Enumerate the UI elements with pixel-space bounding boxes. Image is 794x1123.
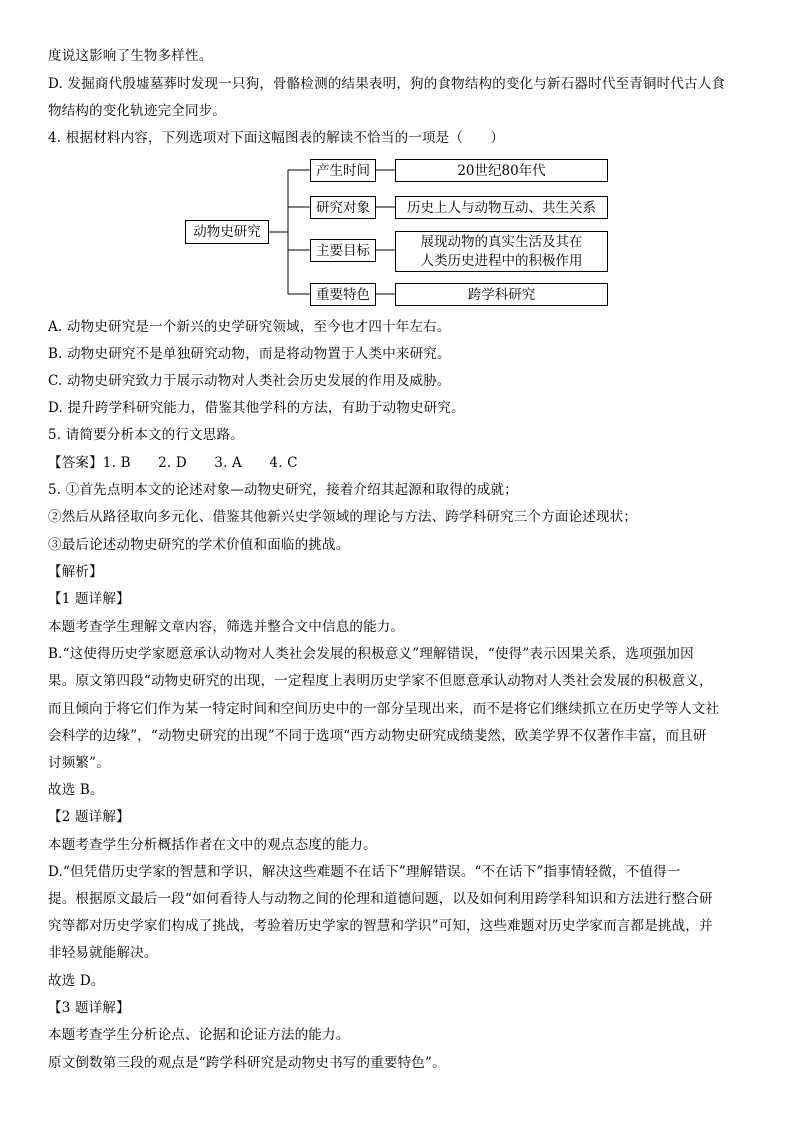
option-b: B. 动物史研究不是单独研究动物，而是将动物置于人类中来研究。	[48, 346, 451, 362]
section-heading: 【1 题详解】	[48, 591, 130, 607]
option-c: C. 动物史研究致力于展示动物对人类社会历史发展的作用及威胁。	[48, 373, 451, 389]
diagram-branch-label: 重要特色	[310, 283, 376, 306]
mind-map-diagram	[48, 152, 648, 312]
option-d: D. 提升跨学科研究能力，借鉴其他学科的方法，有助于动物史研究。	[48, 400, 465, 416]
text-line: D.“但凭借历史学家的智慧和学识，解决这些难题不在话下”理解错误。“不在话下”指事情轻微，不值得一	[48, 864, 681, 880]
text-line: 本题考查学生分析论点、论据和论证方法的能力。	[48, 1027, 350, 1043]
text-line: D. 发掘商代殷墟墓葬时发现一只狗，骨骼检测的结果表明，狗的食物结构的变化与新石器时代至青铜时代古人食	[48, 76, 726, 92]
text-line: 物结构的变化轨迹完全同步。	[48, 103, 227, 119]
section-heading: 【2 题详解】	[48, 809, 130, 825]
diagram-value-line: 人类历史进程中的积极作用	[420, 252, 583, 269]
analysis-heading: 【解析】	[48, 564, 103, 580]
diagram-branch-value: 历史上人与动物互动、共生关系	[395, 196, 608, 219]
text-line: 5. ①首先点明本文的论述对象—动物史研究，接着介绍其起源和取得的成就；	[48, 482, 518, 498]
diagram-root-node: 动物史研究	[185, 220, 269, 244]
question-5-stem: 5. 请简要分析本文的行文思路。	[48, 427, 244, 443]
diagram-branch-label: 产生时间	[310, 159, 376, 182]
option-a: A. 动物史研究是一个新兴的史学研究领域，至今也才四十年左右。	[48, 319, 451, 335]
diagram-branch-label: 主要目标	[310, 239, 376, 262]
diagram-branch-value	[395, 231, 608, 272]
text-line: B.“这使得历史学家愿意承认动物对人类社会发展的积极意义”理解错误，“使得”表示因果关系，选项强加因	[48, 646, 694, 662]
diagram-branch-label: 研究对象	[310, 196, 376, 219]
diagram-branch-value: 20世纪80年代	[395, 159, 608, 182]
text-line: 而且倾向于将它们作为某一特定时间和空间历史中的一部分呈现出来，而不是将它们继续抓立在历史学等人文社	[48, 701, 720, 717]
text-line: 讨频繁”。	[48, 755, 110, 771]
text-line: 故选 D。	[48, 973, 105, 989]
diagram-value-line: 展现动物的真实生活及其在	[420, 233, 583, 250]
diagram-branch-value: 跨学科研究	[395, 283, 608, 306]
text-line: 果。原文第四段“动物史研究的出现，一定程度上表明历史学家不但愿意承认动物对人类社会发展的积极意义，	[48, 673, 713, 689]
text-line: 非轻易就能解决。	[48, 945, 158, 961]
text-line: 究等都对历史学家们构成了挑战，考验着历史学家的智慧和学识”可知，这些难题对历史学家而言都是挑战，并	[48, 918, 713, 934]
text-line: ②然后从路径取向多元化、借鉴其他新兴史学领域的理论与方法、跨学科研究三个方面论述现状；	[48, 509, 638, 525]
section-heading: 【3 题详解】	[48, 1000, 130, 1016]
text-line: 本题考查学生分析概括作者在文中的观点态度的能力。	[48, 837, 377, 853]
text-line: 提。根据原文最后一段“如何看待人与动物之间的伦理和道德问题，以及如何利用跨学科知识和方法进行整合研	[48, 891, 713, 907]
text-line: 故选 B。	[48, 782, 104, 798]
text-line: 会科学的边缘”，“动物史研究的出现”不同于选项“西方动物史研究成绩斐然，欧美学界不仅著作丰富，而且研	[48, 728, 707, 744]
answer-heading: 【答案】1. B 2. D 3. A 4. C	[48, 455, 298, 471]
text-line: 原文倒数第三段的观点是“跨学科研究是动物史书写的重要特色”。	[48, 1055, 446, 1071]
question-4-stem: 4. 根据材料内容，下列选项对下面这幅图表的解读不恰当的一项是（ ）	[48, 130, 505, 146]
text-line: 度说这影响了生物多样性。	[48, 48, 213, 64]
text-line: ③最后论述动物史研究的学术价值和面临的挑战。	[48, 537, 350, 553]
text-line: 本题考查学生理解文章内容，筛选并整合文中信息的能力。	[48, 619, 405, 635]
